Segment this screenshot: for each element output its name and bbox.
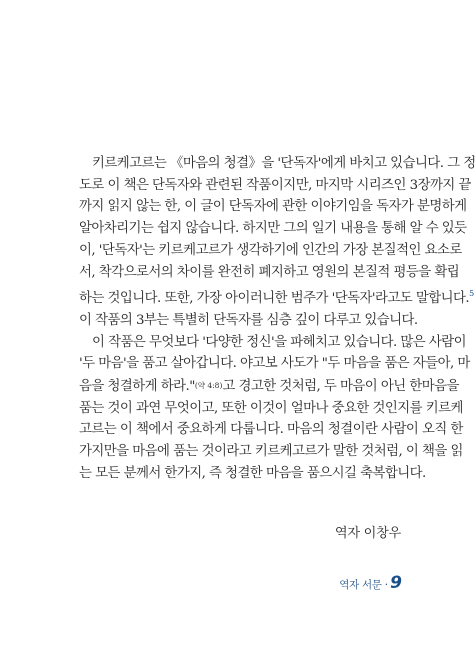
text-line: 이 작품은 무엇보다 '다양한 정신'을 파헤치고 있습니다. 많은 사람이 [92,334,467,350]
text-line: '두 마음'을 품고 살아갑니다. 야고보 사도가 "두 마음을 품은 자들아, 마 [79,356,470,372]
preface-body [79,153,476,485]
text-line: 서, 착각으로서의 차이를 완전히 폐지하고 영원의 본질적 평등을 확립 [79,264,460,280]
footer-separator: · [384,578,389,591]
text-line: 까지 읽지 않는 한, 이 글이 단독자에 관한 이야기임을 독자가 분명하게 [79,199,467,215]
page-footer [339,573,402,593]
translator-signature: 역자 이창우 [334,526,401,541]
footnote-marker[interactable]: 5 [469,289,475,299]
text-line [79,283,475,310]
section-label: 역자 서문 [339,579,382,591]
text-line: 품는 것이 과연 무엇이고, 또한 이것이 얼마나 중요한 것인지를 키르케 [79,400,463,416]
text-line: 도로 이 책은 단독자와 관련된 작품이지만, 마지막 시리즈인 3장까지 끝 [79,177,471,193]
text-fragment: 음을 청결하게 하라." [79,379,195,395]
text-line [79,375,459,398]
text-fragment: 고 경고한 것처럼, 두 마음이 아닌 한마음을 [222,379,459,395]
text-line: 이 작품의 3부는 특별히 단독자를 심층 깊이 다루고 있습니다. [79,312,418,328]
text-line: 고르는 이 책에서 중요하게 다룹니다. 마음의 청결이란 사람이 오직 한 [79,422,463,438]
text-line: 는 모든 분께서 한가지, 즉 청결한 마음을 품으시길 축복합니다. [79,465,426,481]
text-fragment: 하는 것입니다. 또한, 가장 아이러니한 범주가 '단독자'라고도 말합니다. [79,291,470,307]
text-line: 가지만을 마음에 품는 것이라고 키르케고르가 말한 것처럼, 이 책을 읽 [79,444,463,460]
text-line: 키르케고르는 《마음의 청결》을 '단독자'에게 바치고 있습니다. 그 정 [92,156,476,171]
text-line: 알아차리기는 쉽지 않습니다. 하지만 그의 일기 내용을 통해 알 수 있듯 [79,221,467,237]
page-number: 9 [390,573,402,593]
text-line: 이, '단독자'는 키르케고르가 생각하기에 인간의 가장 본질적인 요소로 [79,242,462,258]
scripture-reference: (약 4:8) [194,381,223,391]
